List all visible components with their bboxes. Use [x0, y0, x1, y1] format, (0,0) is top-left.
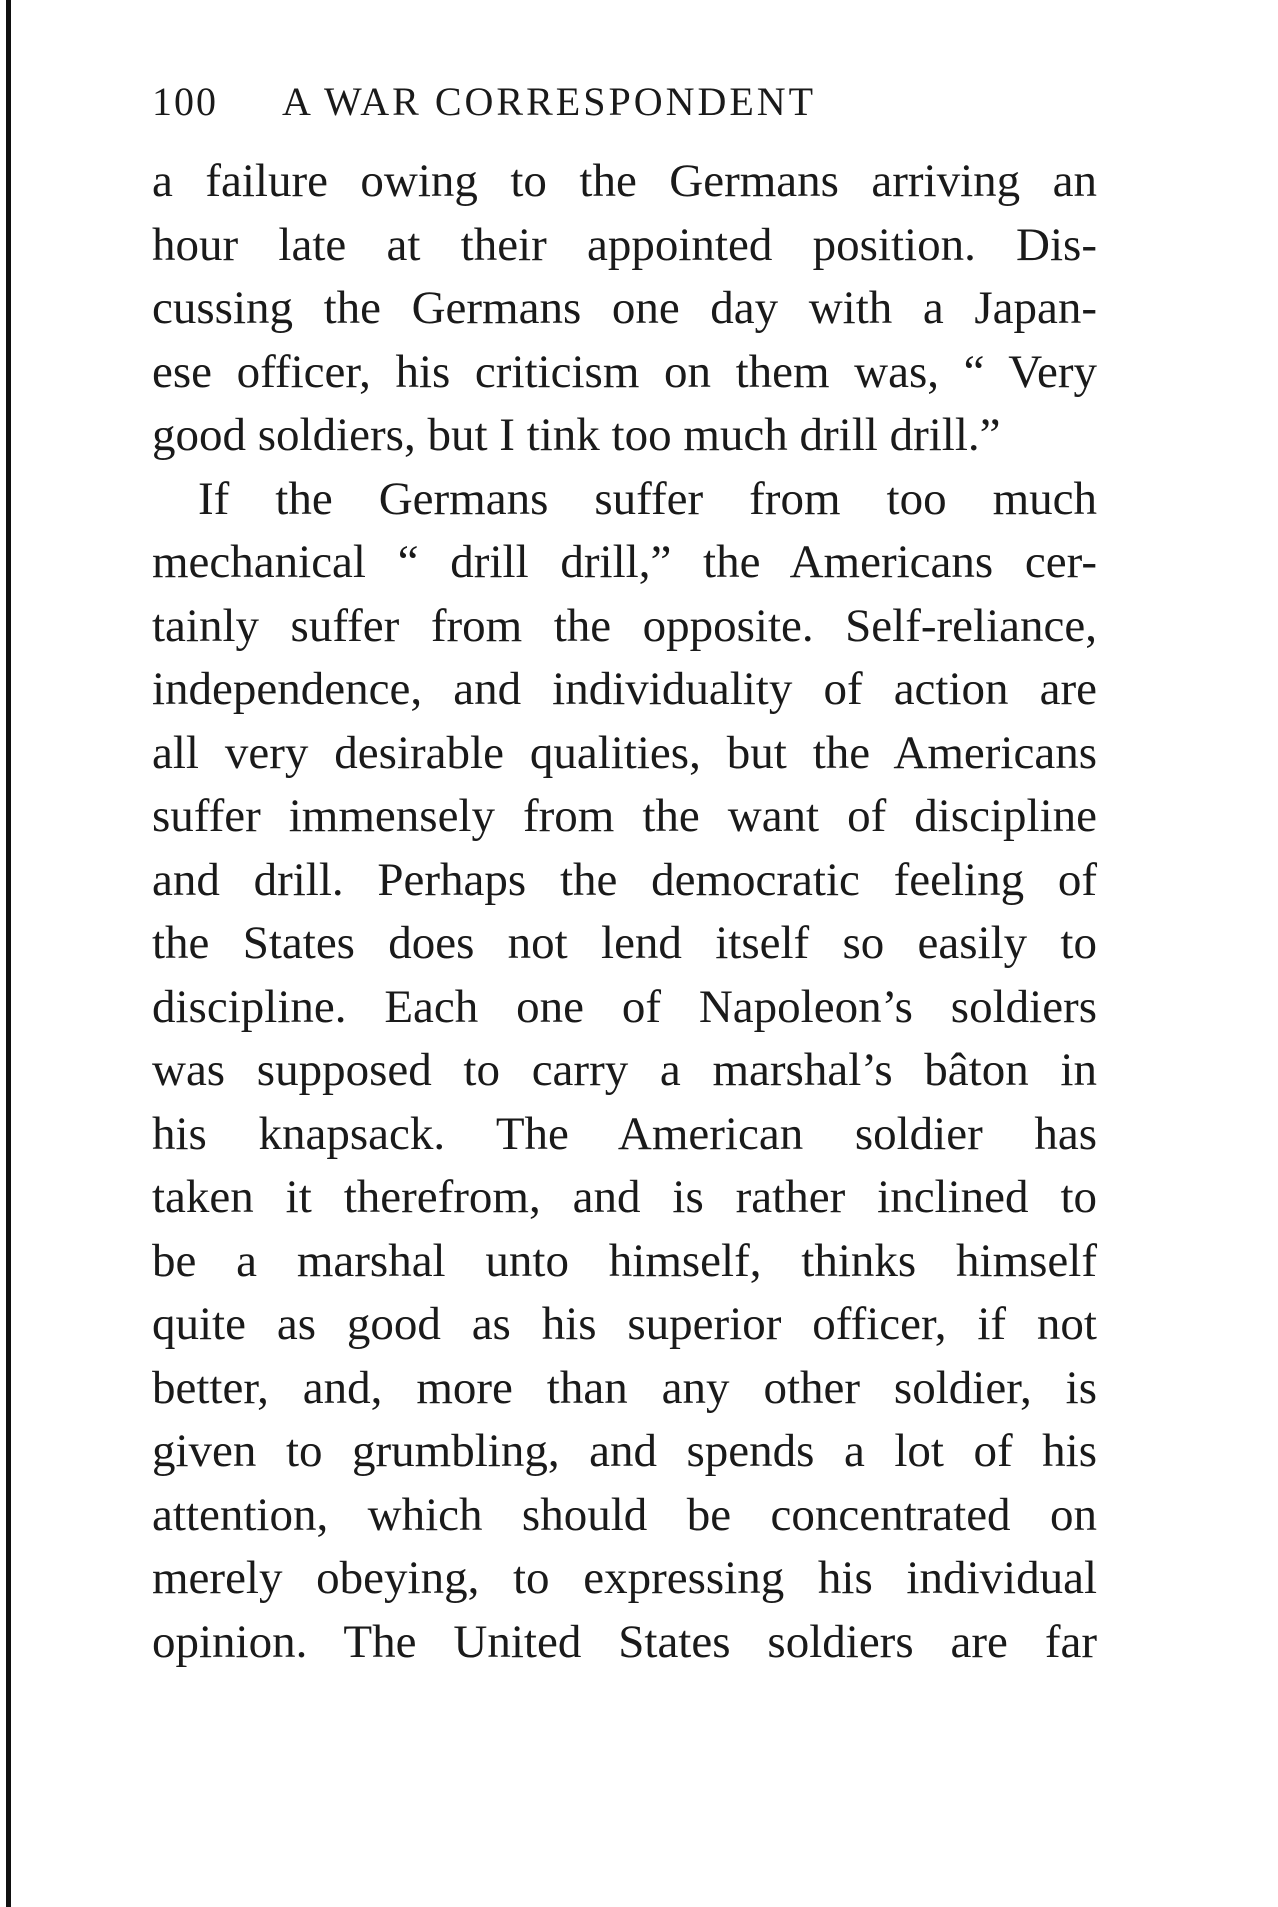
text-line: opinion. The United States soldiers are far: [152, 1615, 1097, 1668]
scan-edge-border: [6, 0, 11, 1907]
text-line: the States does not lend itself so easily to: [152, 917, 1097, 969]
text-line: better, and, more than any other soldier, is: [152, 1361, 1097, 1414]
text-line: ese officer, his criticism on them was, “ Very: [152, 345, 1097, 398]
text-line: given to grumbling, and spends a lot of his: [152, 1425, 1097, 1477]
text-line: quite as good as his superior officer, if not: [152, 1298, 1097, 1350]
text-line: all very desirable qualities, but the Americans: [152, 726, 1097, 779]
text-line: independence, and individuality of action are: [152, 663, 1097, 715]
text-line: hour late at their appointed position. Dis-: [152, 218, 1097, 271]
text-line: good soldiers, but I tink too much drill drill.”: [152, 409, 1001, 461]
text-line: merely obeying, to expressing his individual: [152, 1552, 1097, 1604]
text-line: and drill. Perhaps the democratic feeling of: [152, 853, 1097, 906]
text-line: tainly suffer from the opposite. Self-reliance,: [152, 599, 1097, 652]
running-title: A WAR CORRESPONDENT: [282, 79, 817, 124]
text-line: discipline. Each one of Napoleon’s soldiers: [152, 980, 1097, 1033]
text-line: be a marshal unto himself, thinks himself: [152, 1234, 1097, 1287]
text-line: suffer immensely from the want of discipline: [152, 790, 1097, 842]
text-line: mechanical “ drill drill,” the Americans cer-: [152, 536, 1097, 588]
text-line: was supposed to carry a marshal’s bâton in: [152, 1044, 1097, 1096]
paragraph-start-line: If the Germans suffer from too much: [198, 472, 1097, 525]
body-text: [152, 150, 1097, 1674]
text-line: cussing the Germans one day with a Japan-: [152, 282, 1097, 334]
text-line: attention, which should be concentrated on: [152, 1488, 1097, 1541]
page-number: 100: [152, 79, 218, 124]
running-head: [152, 78, 1112, 126]
text-line: taken it therefrom, and is rather inclined to: [152, 1171, 1097, 1223]
text-line: a failure owing to the Germans arriving an: [152, 155, 1097, 207]
text-line: his knapsack. The American soldier has: [152, 1107, 1097, 1160]
